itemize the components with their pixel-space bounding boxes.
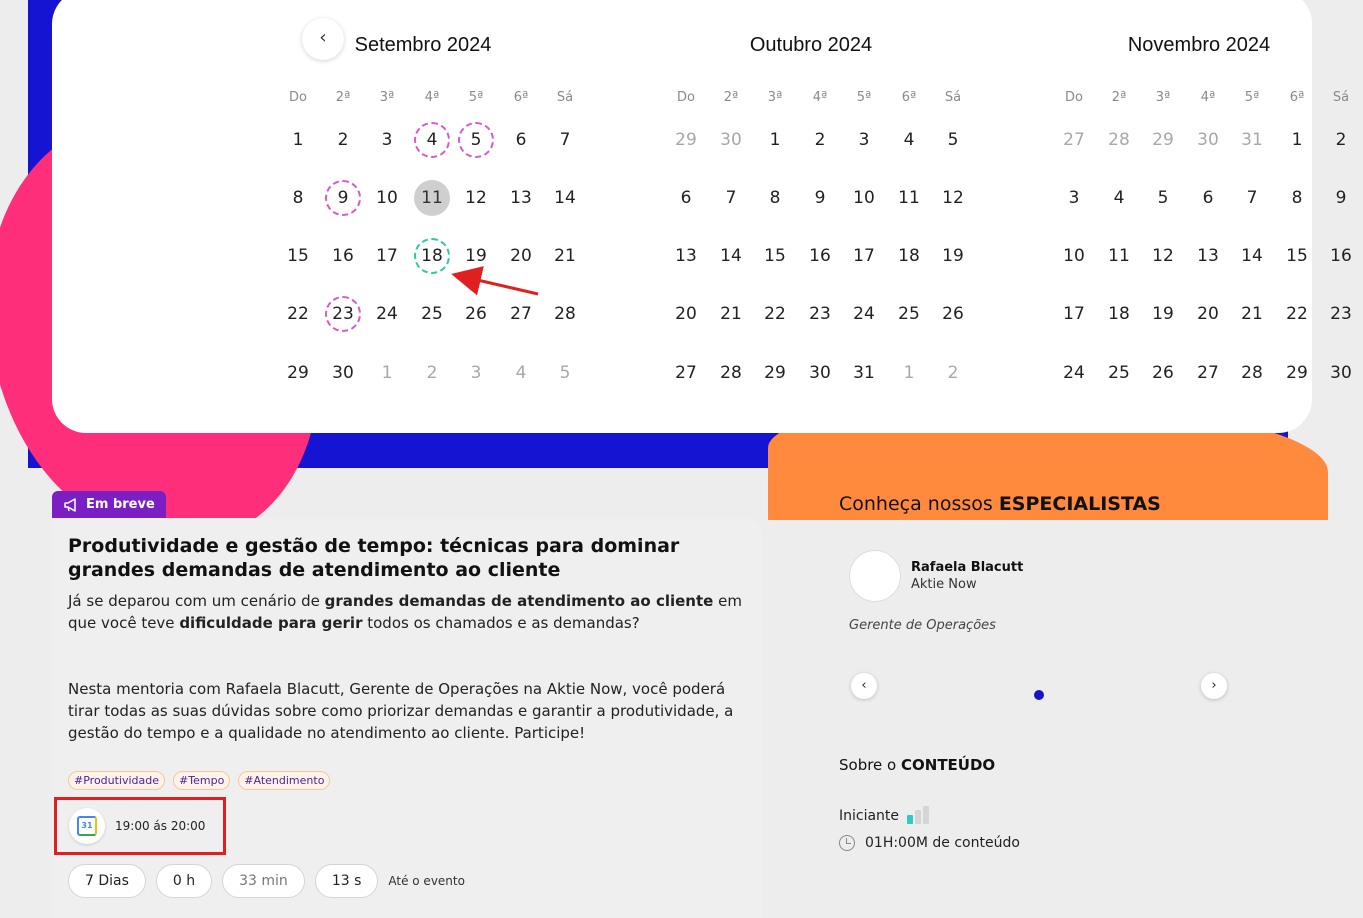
calendar-day[interactable]: 10 [1063, 246, 1085, 266]
calendar-day[interactable]: 16 [1330, 246, 1352, 266]
calendar-day[interactable]: 14 [1241, 246, 1263, 266]
chevron-left-icon: ‹ [861, 678, 867, 693]
content-duration [839, 835, 1020, 851]
weekday-label: 3ª [379, 90, 395, 105]
weekday-label: 5ª [856, 90, 872, 105]
specialist-company: Aktie Now [911, 577, 977, 592]
weekday-label: Sá [556, 90, 574, 105]
calendar-day[interactable]: 2 [1335, 130, 1347, 150]
avatar [849, 550, 901, 602]
calendar-day[interactable]: 10 [376, 188, 398, 208]
countdown-days: 7 Dias [68, 864, 146, 898]
calendar-day[interactable]: 29 [287, 363, 309, 383]
megaphone-icon [64, 498, 80, 512]
badge-label: Em breve [86, 497, 155, 512]
calendar-day[interactable]: 22 [287, 304, 309, 324]
coming-soon-badge [52, 491, 166, 518]
calendar-day[interactable]: 25 [421, 304, 443, 324]
calendar-day[interactable]: 16 [809, 246, 831, 266]
calendar-day[interactable]: 10 [853, 188, 875, 208]
calendar-day[interactable]: 8 [292, 188, 304, 208]
calendar-day[interactable]: 5 [458, 122, 494, 158]
calendar-day[interactable]: 1 [769, 130, 781, 150]
calendar-day[interactable]: 6 [1202, 188, 1214, 208]
calendar-day[interactable]: 28 [1108, 130, 1130, 150]
calendar-day[interactable]: 3 [470, 363, 482, 383]
calendar-day[interactable]: 24 [1063, 363, 1085, 383]
calendar-day[interactable]: 17 [853, 246, 875, 266]
calendar-day[interactable]: 9 [814, 188, 826, 208]
calendar-day[interactable]: 6 [680, 188, 692, 208]
calendar-day[interactable]: 9 [1335, 188, 1347, 208]
countdown-label: Até o evento [388, 874, 465, 888]
chevron-right-icon: › [1211, 678, 1217, 693]
calendar-day[interactable]: 17 [376, 246, 398, 266]
calendar-day[interactable]: 30 [720, 130, 742, 150]
calendar-day[interactable]: 19 [465, 246, 487, 266]
weekday-label: 2ª [335, 90, 351, 105]
calendar-day[interactable]: 29 [1286, 363, 1308, 383]
tag-productivity[interactable]: #Produtividade [68, 771, 165, 790]
calendar-day[interactable]: 7 [559, 130, 571, 150]
calendar-day[interactable]: 1 [903, 363, 915, 383]
calendar-day[interactable]: 24 [853, 304, 875, 324]
calendar-day[interactable]: 17 [1063, 304, 1085, 324]
calendar-day[interactable]: 16 [332, 246, 354, 266]
weekday-label: 5ª [1244, 90, 1260, 105]
calendar-day[interactable]: 29 [1152, 130, 1174, 150]
calendar-day[interactable]: 4 [515, 363, 527, 383]
event-description-intro: Já se deparou com um cenário de grandes demandas de atendimento ao cliente em que você teve dificuldade para gerir todos os chamados e as demandas? [68, 592, 742, 632]
weekday-label: Do [677, 90, 695, 105]
calendar-day[interactable]: 20 [675, 304, 697, 324]
tag-time[interactable]: #Tempo [173, 771, 230, 790]
calendar-day[interactable]: 13 [675, 246, 697, 266]
calendar-day[interactable]: 2 [337, 130, 349, 150]
calendar-day[interactable]: 11 [414, 180, 450, 216]
calendar-day[interactable]: 14 [554, 188, 576, 208]
calendar-day[interactable]: 13 [510, 188, 532, 208]
event-title: Produtividade e gestão de tempo: técnicas para dominar grandes demandas de atendimento ao cliente [68, 535, 680, 581]
event-countdown [68, 864, 465, 898]
content-level [839, 806, 929, 824]
calendar-day[interactable]: 23 [325, 296, 361, 332]
calendar-day[interactable]: 7 [725, 188, 737, 208]
google-calendar-button[interactable] [69, 808, 105, 844]
calendar-day[interactable]: 20 [1197, 304, 1219, 324]
calendar-day[interactable]: 28 [554, 304, 576, 324]
specialist-role: Gerente de Operações [849, 618, 996, 633]
calendar-day[interactable]: 23 [809, 304, 831, 324]
calendar-day[interactable]: 13 [1197, 246, 1219, 266]
calendar-day[interactable]: 11 [898, 188, 920, 208]
calendar-day[interactable]: 21 [554, 246, 576, 266]
calendar-day[interactable]: 24 [376, 304, 398, 324]
calendar-day[interactable]: 26 [942, 304, 964, 324]
month-title: Setembro 2024 [354, 34, 492, 56]
specialist-name: Rafaela Blacutt [911, 560, 1024, 575]
weekday-label: 4ª [1200, 90, 1216, 105]
calendar-day[interactable]: 4 [1113, 188, 1125, 208]
calendar-day[interactable]: 18 [1108, 304, 1130, 324]
calendar-day[interactable]: 19 [942, 246, 964, 266]
calendar-day[interactable]: 28 [1241, 363, 1263, 383]
calendar-day[interactable]: 9 [325, 180, 361, 216]
weekday-label: 6ª [1289, 90, 1305, 105]
weekday-label: Do [1065, 90, 1083, 105]
calendar-day[interactable]: 31 [1241, 130, 1263, 150]
weekday-label: Sá [1332, 90, 1350, 105]
calendar-day[interactable]: 18 [898, 246, 920, 266]
level-bars-icon [907, 806, 929, 824]
calendar-day[interactable]: 28 [720, 363, 742, 383]
calendar-day[interactable]: 25 [898, 304, 920, 324]
tag-service[interactable]: #Atendimento [238, 771, 330, 790]
calendar-day[interactable]: 1 [381, 363, 393, 383]
calendar-day[interactable]: 26 [465, 304, 487, 324]
chevron-left-icon: ‹ [319, 27, 327, 48]
calendar-day[interactable]: 7 [1246, 188, 1258, 208]
calendar-day[interactable]: 18 [414, 238, 450, 274]
weekday-label: Do [289, 90, 307, 105]
calendar-day[interactable]: 15 [287, 246, 309, 266]
calendar-day[interactable]: 27 [1197, 363, 1219, 383]
calendar-day[interactable]: 21 [1241, 304, 1263, 324]
calendar-day[interactable]: 19 [1152, 304, 1174, 324]
specialists-prev-button[interactable] [851, 673, 877, 699]
calendar-day[interactable]: 21 [720, 304, 742, 324]
content-title: Sobre o CONTEÚDO [839, 756, 996, 774]
calendar-day[interactable]: 20 [510, 246, 532, 266]
calendar-day[interactable]: 6 [515, 130, 527, 150]
calendar-day[interactable]: 12 [465, 188, 487, 208]
calendar-day[interactable]: 1 [292, 130, 304, 150]
weekday-label: 6ª [901, 90, 917, 105]
calendar-day[interactable]: 30 [1330, 363, 1352, 383]
calendar-day[interactable]: 27 [675, 363, 697, 383]
weekday-label: 5ª [468, 90, 484, 105]
weekday-label: 3ª [1155, 90, 1171, 105]
event-description-body: Nesta mentoria com Rafaela Blacutt, Gerente de Operações na Aktie Now, você poderá tirar todas as suas dúvidas sobre como priorizar demandas e garantir a produtividade, a gestão do tempo e a qualidade no atendimento ao cliente. Participe! [68, 680, 734, 742]
calendar-day[interactable]: 15 [1286, 246, 1308, 266]
calendar-day[interactable]: 2 [426, 363, 438, 383]
calendar-day[interactable]: 4 [414, 122, 450, 158]
weekday-label: 4ª [424, 90, 440, 105]
event-time: 19:00 ás 20:00 [115, 819, 206, 833]
calendar-day[interactable]: 11 [1108, 246, 1130, 266]
calendar-day[interactable]: 14 [720, 246, 742, 266]
calendar-day[interactable]: 2 [947, 363, 959, 383]
calendar-day[interactable]: 25 [1108, 363, 1130, 383]
calendar-card [52, 0, 1352, 433]
carousel-dot-active[interactable] [1034, 690, 1044, 700]
countdown-seconds: 13 s [315, 864, 379, 898]
calendar-day[interactable]: 30 [1197, 130, 1219, 150]
clock-icon [839, 835, 855, 851]
calendar-day[interactable]: 1 [1291, 130, 1303, 150]
calendar-day[interactable]: 22 [1286, 304, 1308, 324]
calendar-day[interactable]: 8 [769, 188, 781, 208]
duration-label: 01H:00M de conteúdo [865, 835, 1020, 851]
calendar-day[interactable]: 3 [1068, 188, 1080, 208]
calendar-day[interactable]: 5 [1157, 188, 1169, 208]
calendar-day[interactable]: 2 [814, 130, 826, 150]
weekday-label: 6ª [513, 90, 529, 105]
weekday-label: Sá [944, 90, 962, 105]
calendar-day[interactable]: 5 [559, 363, 571, 383]
calendar-day[interactable]: 26 [1152, 363, 1174, 383]
calendar-day[interactable]: 22 [764, 304, 786, 324]
month-title: Outubro 2024 [749, 34, 873, 56]
weekday-label: 4ª [812, 90, 828, 105]
calendar-day[interactable]: 4 [903, 130, 915, 150]
event-time-box [54, 797, 226, 855]
weekday-label: 2ª [723, 90, 739, 105]
calendar-day[interactable]: 31 [853, 363, 875, 383]
event-tags [68, 771, 330, 790]
countdown-minutes: 33 min [222, 864, 305, 898]
calendar-day[interactable]: 30 [332, 363, 354, 383]
calendar-day[interactable]: 23 [1330, 304, 1352, 324]
weekday-label: 3ª [767, 90, 783, 105]
event-description [68, 590, 748, 744]
event-card [52, 518, 762, 918]
calendar-day[interactable]: 3 [858, 130, 870, 150]
calendar-day[interactable]: 12 [942, 188, 964, 208]
calendar-day[interactable]: 29 [764, 363, 786, 383]
specialists-next-button[interactable] [1201, 673, 1227, 699]
calendar-day[interactable]: 3 [381, 130, 393, 150]
calendar-day[interactable]: 27 [1063, 130, 1085, 150]
calendar-day[interactable]: 30 [809, 363, 831, 383]
calendar-day[interactable]: 27 [510, 304, 532, 324]
specialists-title: Conheça nossos ESPECIALISTAS [839, 493, 1161, 515]
level-label: Iniciante [839, 808, 900, 824]
calendar-day[interactable]: 29 [675, 130, 697, 150]
weekday-label: 2ª [1111, 90, 1127, 105]
calendar-day[interactable]: 5 [947, 130, 959, 150]
google-calendar-icon: 31 [77, 816, 97, 836]
calendar-day[interactable]: 8 [1291, 188, 1303, 208]
calendar-day[interactable]: 15 [764, 246, 786, 266]
month-title: Novembro 2024 [1127, 34, 1271, 56]
countdown-hours: 0 h [156, 864, 212, 898]
calendar-day[interactable]: 12 [1152, 246, 1174, 266]
